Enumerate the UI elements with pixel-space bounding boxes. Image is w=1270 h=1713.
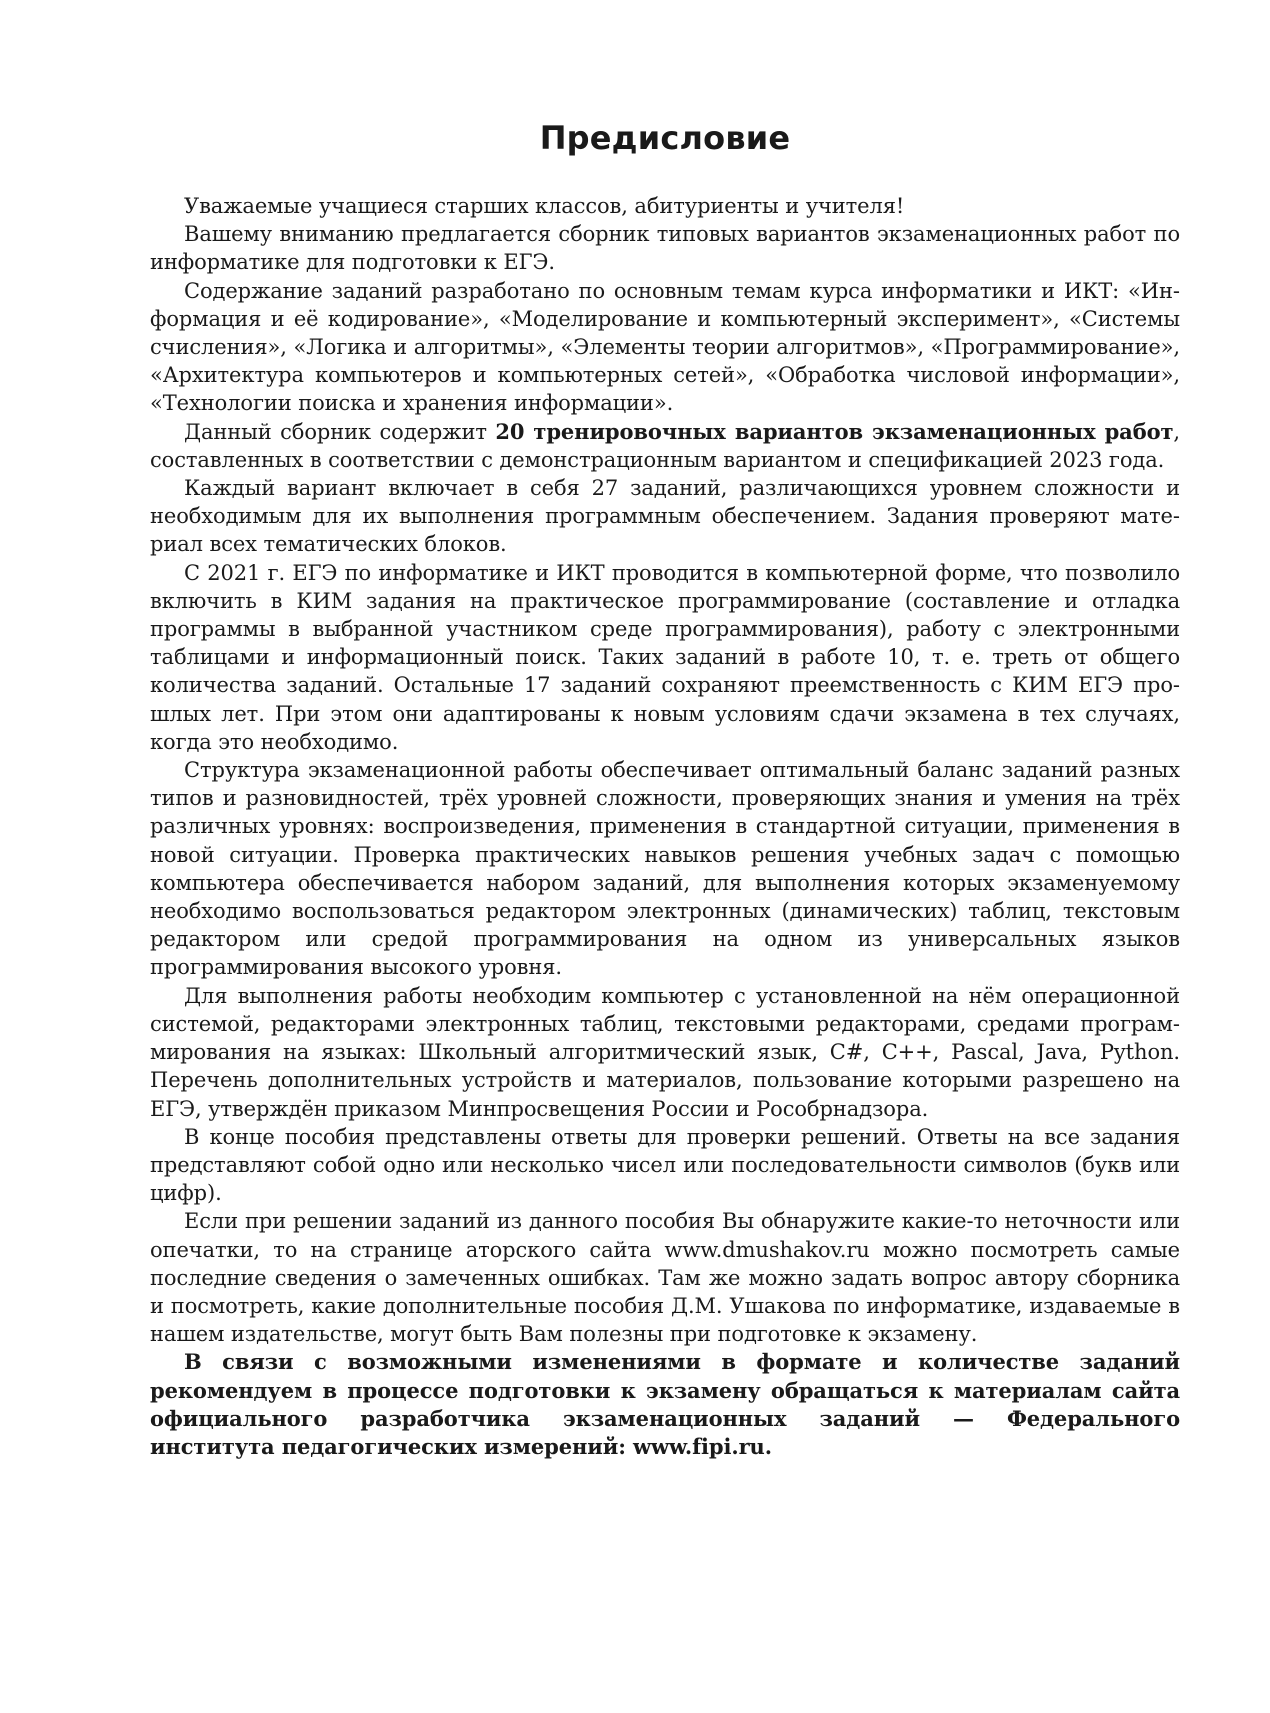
paragraph	[150, 1123, 1180, 1208]
text-run: В конце пособия представлены ответы для проверки решений. Ответы на все задания представляют собой одно или несколько чисел или последовательности символов (букв или цифр).	[150, 1124, 1180, 1206]
text-run: , составленных в соответствии с демонстрационным вариантом и спецификацией 2023 года.	[150, 419, 1180, 472]
text-run: Уважаемые учащиеся старших классов, абитуриенты и учителя!	[184, 194, 905, 218]
bold-text-run: 20 тренировочных вариантов экзаменационных работ	[495, 418, 1174, 444]
paragraph	[150, 220, 1180, 276]
body-text	[150, 192, 1180, 1461]
page	[150, 118, 1180, 1461]
text-run: Содержание заданий разработано по основным темам курса информатики и ИКТ: «Информация и её кодирование», «Моделирование и компьютерный эксперимент», «Системы счисления», «Логика и алгоритмы», «Элементы теории алгоритмов», «Программирование», «Архитектура компьютеров и компьютерных сетей», «Обработка числовой информации», «Технологии поиска и хранения информации».	[150, 278, 1180, 416]
paragraph	[150, 559, 1180, 756]
text-run: С 2021 г. ЕГЭ по информатике и ИКТ проводится в компьютерной форме, что позволило включить в КИМ задания на практическое программирование (составление и отладка программы в выбранной участником среде программирования), работу с электронными таблицами и информационный поиск. Таких заданий в работе 10, т. е. треть от общего количества заданий. Остальные 17 заданий сохраняют преемственность с КИМ ЕГЭ прошлых лет. При этом они адаптированы к новым условиям сдачи экзамена в тех случаях, когда это необходимо.	[150, 560, 1180, 754]
text-run: Вашему вниманию предлагается сборник типовых вариантов экзаменационных работ по информатике для подготовки к ЕГЭ.	[150, 222, 1180, 275]
paragraph	[150, 982, 1180, 1123]
text-run: Для выполнения работы необходим компьютер с установленной на нём операционной системой, редакторами электронных таблиц, текстовыми редакторами, средами программирования на языках: Школьный алгоритмический язык, C#, C++, Pascal, Java, Python. Перечень дополнительных устройств и материалов, пользование которыми разрешено на ЕГЭ, утверждён приказом Минпросвещения России и Рособрнадзора.	[150, 983, 1180, 1121]
paragraph	[150, 418, 1180, 474]
paragraph	[150, 1348, 1180, 1461]
paragraph	[150, 277, 1180, 418]
paragraph	[150, 192, 1180, 220]
paragraph	[150, 756, 1180, 982]
text-run: Каждый вариант включает в себя 27 заданий, различающихся уровнем сложности и необходимым для их выполнения программным обеспечением. Задания проверяют материал всех тематических блоков.	[150, 476, 1180, 557]
text-run: Если при решении заданий из данного пособия Вы обнаружите какие-то неточности или опечатки, то на странице аторского сайта www.dmushakov.ru можно посмотреть самые последние сведения о замеченных ошибках. Там же можно задать вопрос автору сборника и посмотреть, какие дополнительные пособия Д.М. Ушакова по информатике, издаваемые в нашем издательстве, могут быть Вам полезны при подготовке к экзамену.	[150, 1209, 1180, 1347]
paragraph	[150, 1207, 1180, 1348]
bold-text-run: В связи с возможными изменениями в формате и количестве заданий рекомендуем в процессе подготовки к экзамену обращаться к материалам сайта официального разработчика экзаменационных заданий — Федерального института педагогических измерений: www.fipi.ru.	[150, 1349, 1180, 1459]
page-title: Предисловие	[539, 119, 791, 157]
text-run: Данный сборник содержит	[184, 419, 496, 444]
text-run: Структура экзаменационной работы обеспечивает оптимальный баланс заданий разных типов и разновидностей, трёх уровней сложности, проверяющих знания и умения на трёх различных уровнях: воспроизведения, применения в стандартной ситуации, применения в новой ситуации. Проверка практических навыков решения учебных задач с помощью компьютера обеспечивается набором заданий, для выполнения которых экзаменуемому необходимо воспользоваться редактором электронных (динамических) таблиц, текстовым редактором или средой программирования на одном из универсальных языков программирования высокого уровня.	[150, 758, 1180, 980]
paragraph	[150, 474, 1180, 559]
